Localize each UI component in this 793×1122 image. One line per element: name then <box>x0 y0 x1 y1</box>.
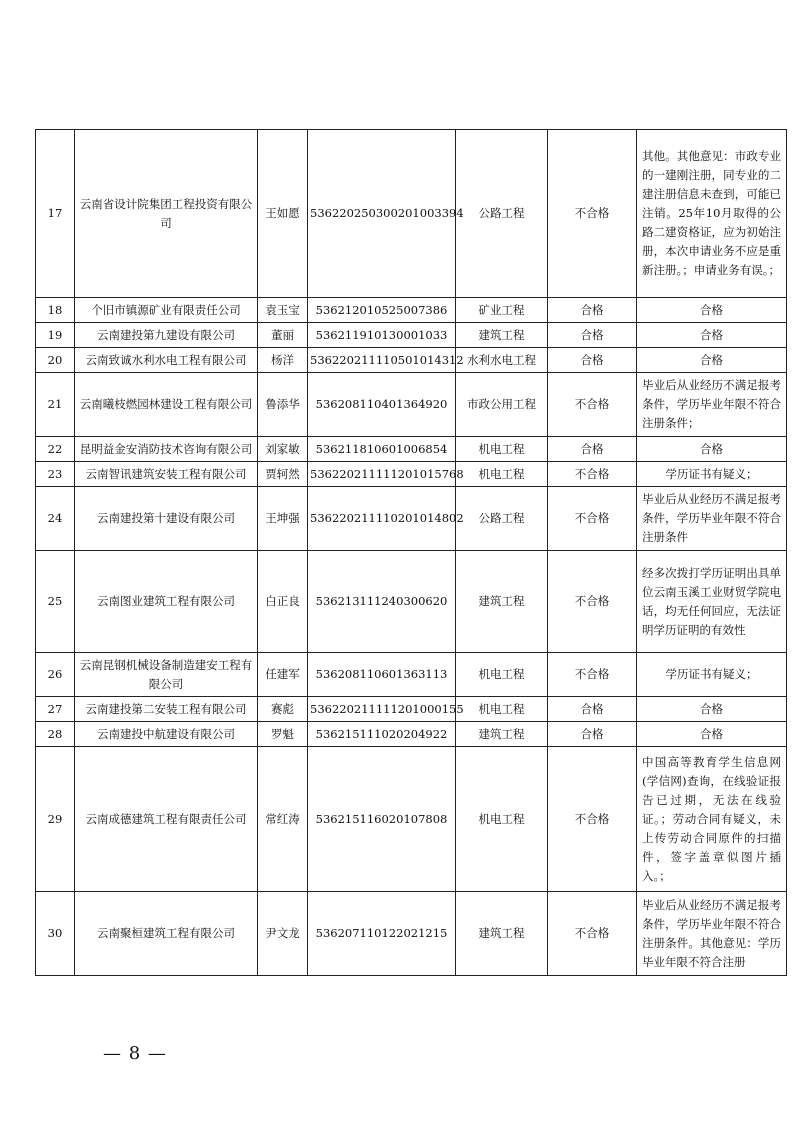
company-name: 昆明益金安消防技术咨询有限公司 <box>75 437 258 462</box>
major: 建筑工程 <box>456 892 548 976</box>
table-row <box>36 323 787 348</box>
table-row <box>36 747 787 892</box>
row-number: 29 <box>36 747 75 892</box>
row-number: 18 <box>36 298 75 323</box>
remark: 合格 <box>637 323 787 348</box>
person-name: 尹文龙 <box>258 892 308 976</box>
remark: 中国高等教育学生信息网(学信网)查询，在线验证报告已过期，无法在线验证。；劳动合同有疑义，未上传劳动合同原件的扫描件，签字盖章似图片插入。； <box>637 747 787 892</box>
company-name: 云南建投中航建设有限公司 <box>75 722 258 747</box>
review-result: 合格 <box>548 298 637 323</box>
person-name: 袁玉宝 <box>258 298 308 323</box>
certificate-number: 536208110601363113 <box>308 653 456 697</box>
table-row <box>36 653 787 697</box>
company-name: 云南智讯建筑安装工程有限公司 <box>75 462 258 487</box>
review-result: 不合格 <box>548 373 637 437</box>
remark: 其他。其他意见：市政专业的一建刚注册，同专业的二建注册信息未查到，可能已注销。25年10月取得的公路二建资格证，应为初始注册，本次申请业务不应是重新注册。；申请业务有误。； <box>637 130 787 298</box>
certificate-number: 536220211110201014802 <box>308 487 456 551</box>
major: 建筑工程 <box>456 323 548 348</box>
review-result: 不合格 <box>548 747 637 892</box>
person-name: 任建军 <box>258 653 308 697</box>
person-name: 赛彪 <box>258 697 308 722</box>
review-result: 不合格 <box>548 551 637 653</box>
major: 建筑工程 <box>456 551 548 653</box>
company-name: 云南建投第十建设有限公司 <box>75 487 258 551</box>
person-name: 鲁添华 <box>258 373 308 437</box>
table-row <box>36 373 787 437</box>
company-name: 云南曦枝燃园林建设工程有限公司 <box>75 373 258 437</box>
registration-review-table <box>35 129 787 976</box>
major: 机电工程 <box>456 462 548 487</box>
row-number: 22 <box>36 437 75 462</box>
person-name: 贾轲然 <box>258 462 308 487</box>
review-result: 不合格 <box>548 653 637 697</box>
person-name: 常红涛 <box>258 747 308 892</box>
review-result: 合格 <box>548 323 637 348</box>
company-name: 云南昆钢机械设备制造建安工程有限公司 <box>75 653 258 697</box>
certificate-number: 536211910130001033 <box>308 323 456 348</box>
review-result: 不合格 <box>548 462 637 487</box>
row-number: 20 <box>36 348 75 373</box>
person-name: 刘家敏 <box>258 437 308 462</box>
major: 机电工程 <box>456 747 548 892</box>
major: 机电工程 <box>456 437 548 462</box>
certificate-number: 536211810601006854 <box>308 437 456 462</box>
person-name: 王坤强 <box>258 487 308 551</box>
person-name: 杨洋 <box>258 348 308 373</box>
remark: 合格 <box>637 697 787 722</box>
remark: 经多次拨打学历证明出具单位云南玉溪工业财贸学院电话，均无任何回应，无法证明学历证明的有效性 <box>637 551 787 653</box>
major: 公路工程 <box>456 487 548 551</box>
table-row <box>36 722 787 747</box>
company-name: 云南致诚水利水电工程有限公司 <box>75 348 258 373</box>
review-result: 不合格 <box>548 130 637 298</box>
row-number: 26 <box>36 653 75 697</box>
person-name: 罗魁 <box>258 722 308 747</box>
row-number: 27 <box>36 697 75 722</box>
row-number: 23 <box>36 462 75 487</box>
certificate-number: 536212010525007386 <box>308 298 456 323</box>
table-row <box>36 462 787 487</box>
certificate-number: 536220211111201015768 <box>308 462 456 487</box>
table-row <box>36 551 787 653</box>
major: 机电工程 <box>456 653 548 697</box>
table-row <box>36 130 787 298</box>
remark: 合格 <box>637 722 787 747</box>
certificate-number: 536215111020204922 <box>308 722 456 747</box>
company-name: 云南建投第九建设有限公司 <box>75 323 258 348</box>
table-row <box>36 437 787 462</box>
certificate-number: 536220250300201003394 <box>308 130 456 298</box>
table-row <box>36 348 787 373</box>
certificate-number: 536213111240300620 <box>308 551 456 653</box>
review-result: 合格 <box>548 722 637 747</box>
major: 市政公用工程 <box>456 373 548 437</box>
review-result: 合格 <box>548 348 637 373</box>
row-number: 28 <box>36 722 75 747</box>
certificate-number: 536220211110501014312 <box>308 348 456 373</box>
remark: 学历证书有疑义； <box>637 653 787 697</box>
remark: 毕业后从业经历不满足报考条件，学历毕业年限不符合注册条件。其他意见：学历毕业年限不符合注册 <box>637 892 787 976</box>
review-result: 不合格 <box>548 892 637 976</box>
major: 公路工程 <box>456 130 548 298</box>
table-row <box>36 298 787 323</box>
major: 矿业工程 <box>456 298 548 323</box>
remark: 合格 <box>637 348 787 373</box>
company-name: 云南图业建筑工程有限公司 <box>75 551 258 653</box>
row-number: 21 <box>36 373 75 437</box>
major: 水利水电工程 <box>456 348 548 373</box>
row-number: 25 <box>36 551 75 653</box>
table-row <box>36 697 787 722</box>
remark: 学历证书有疑义； <box>637 462 787 487</box>
person-name: 王如愿 <box>258 130 308 298</box>
certificate-number: 536220211111201000155 <box>308 697 456 722</box>
remark: 毕业后从业经历不满足报考条件，学历毕业年限不符合注册条件 <box>637 487 787 551</box>
row-number: 24 <box>36 487 75 551</box>
table-row <box>36 487 787 551</box>
remark: 合格 <box>637 298 787 323</box>
remark: 合格 <box>637 437 787 462</box>
major: 建筑工程 <box>456 722 548 747</box>
company-name: 云南成德建筑工程有限责任公司 <box>75 747 258 892</box>
company-name: 云南建投第二安装工程有限公司 <box>75 697 258 722</box>
table-row <box>36 892 787 976</box>
row-number: 19 <box>36 323 75 348</box>
person-name: 白正良 <box>258 551 308 653</box>
review-result: 合格 <box>548 697 637 722</box>
person-name: 董丽 <box>258 323 308 348</box>
table-body <box>36 130 787 976</box>
review-result: 合格 <box>548 437 637 462</box>
company-name: 云南聚桓建筑工程有限公司 <box>75 892 258 976</box>
row-number: 30 <box>36 892 75 976</box>
major: 机电工程 <box>456 697 548 722</box>
remark: 毕业后从业经历不满足报考条件，学历毕业年限不符合注册条件； <box>637 373 787 437</box>
certificate-number: 536215116020107808 <box>308 747 456 892</box>
row-number: 17 <box>36 130 75 298</box>
certificate-number: 536208110401364920 <box>308 373 456 437</box>
company-name: 个旧市镇源矿业有限责任公司 <box>75 298 258 323</box>
certificate-number: 536207110122021215 <box>308 892 456 976</box>
company-name: 云南省设计院集团工程投资有限公司 <box>75 130 258 298</box>
review-result: 不合格 <box>548 487 637 551</box>
page-number: — 8 — <box>103 1043 167 1064</box>
